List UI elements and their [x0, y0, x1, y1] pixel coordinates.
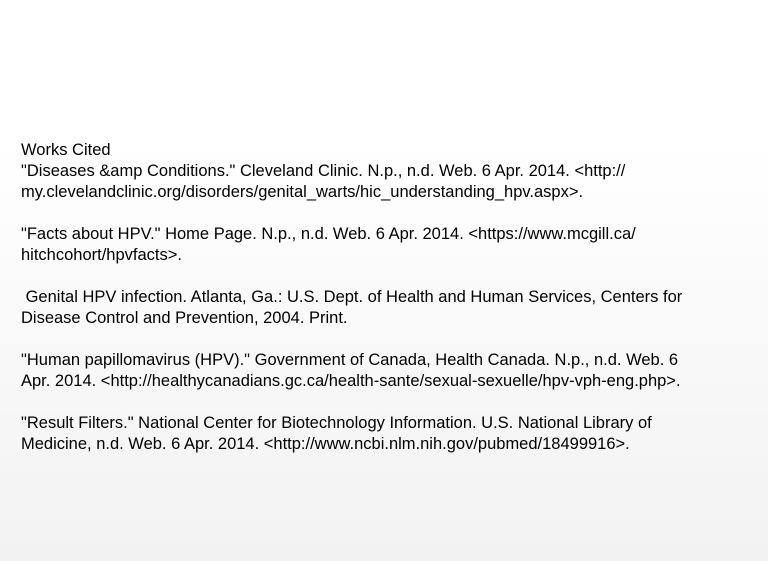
- citation-entry: "Diseases &amp Conditions." Cleveland Clinic. N.p., n.d. Web. 6 Apr. 2014. <http:// my.clevelandclinic.org/disorders/genital_warts/hic_understanding_hpv.aspx>.: [21, 162, 626, 201]
- citation-entry: Genital HPV infection. Atlanta, Ga.: U.S. Dept. of Health and Human Services, Centers for Disease Control and Prevention, 2004. Print.: [21, 288, 683, 327]
- works-cited-title: Works Cited: [21, 141, 111, 159]
- works-cited-section: [21, 140, 756, 476]
- citation-entry: "Result Filters." National Center for Biotechnology Information. U.S. National Library of Medicine, n.d. Web. 6 Apr. 2014. <http://www.ncbi.nlm.nih.gov/pubmed/18499916>.: [21, 414, 652, 453]
- citation-entry: "Facts about HPV." Home Page. N.p., n.d. Web. 6 Apr. 2014. <https://www.mcgill.ca/ hitchcohort/hpvfacts>.: [21, 225, 636, 264]
- citation-entry: "Human papillomavirus (HPV)." Government of Canada, Health Canada. N.p., n.d. Web. 6 Apr. 2014. <http://healthycanadians.gc.ca/health-sante/sexual-sexuelle/hpv-vph-eng.php>.: [21, 351, 681, 390]
